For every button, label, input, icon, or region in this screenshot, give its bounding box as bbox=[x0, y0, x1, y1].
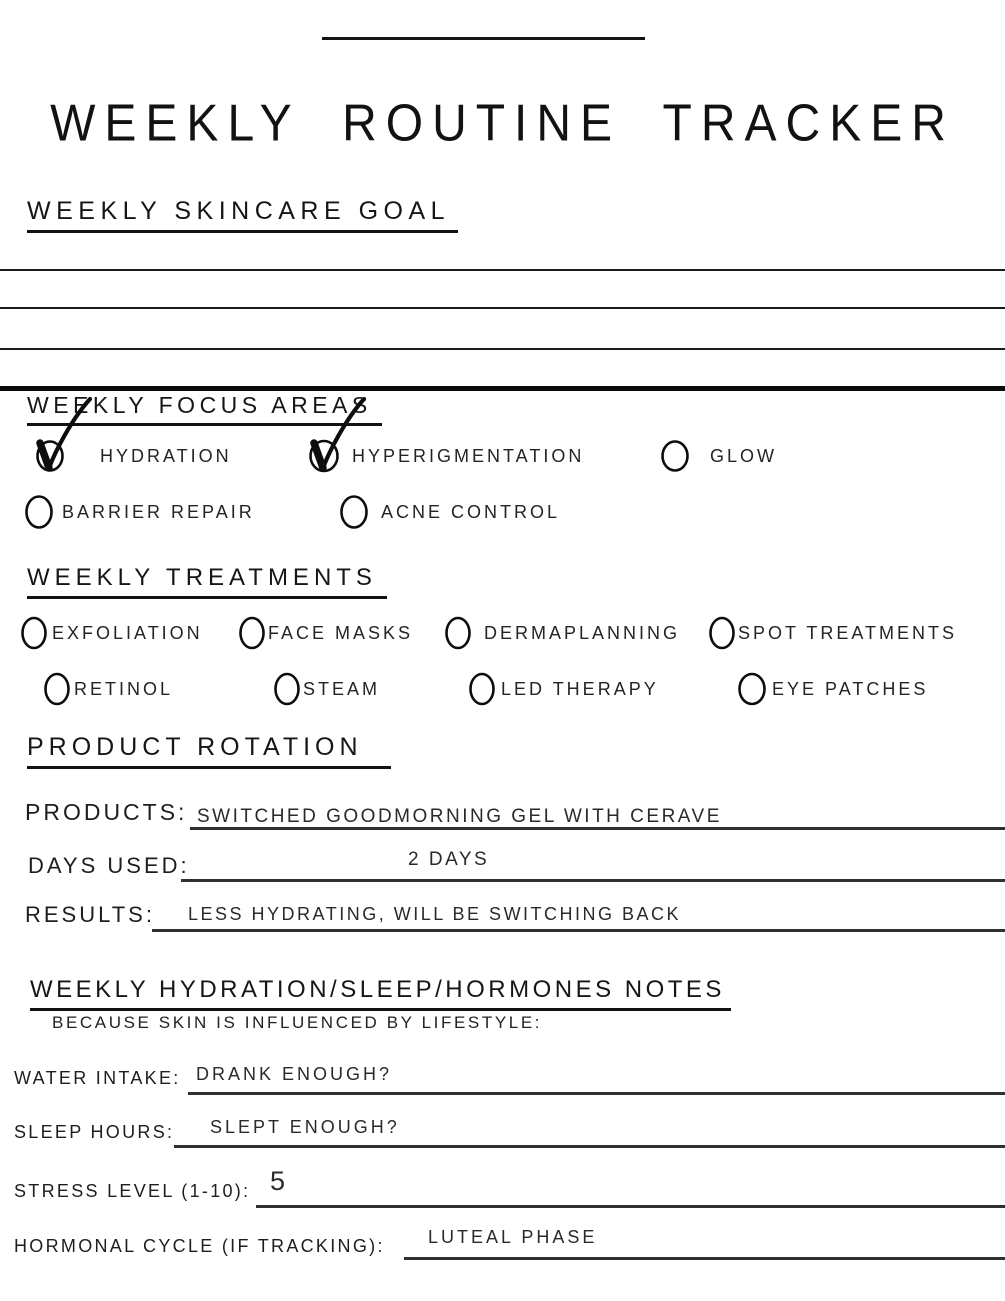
checkbox-circle-icon bbox=[23, 496, 53, 528]
checkbox-label: STEAM bbox=[303, 678, 381, 699]
section-heading-focus-areas: WEEKLY FOCUS AREAS bbox=[27, 392, 382, 426]
checkbox-label: DERMAPLANNING bbox=[484, 622, 681, 643]
title-top-rule bbox=[322, 37, 645, 40]
checkbox-circle-icon bbox=[236, 617, 266, 649]
sleep-hours-input-line[interactable] bbox=[174, 1145, 1005, 1148]
checkbox-label: HYDRATION bbox=[100, 445, 232, 466]
checkbox-circle-icon bbox=[41, 673, 71, 705]
checkbox-circle-icon bbox=[442, 617, 472, 649]
checkbox-dermaplanning[interactable] bbox=[442, 617, 680, 649]
days-used-value[interactable]: 2 DAYS bbox=[408, 849, 490, 870]
checkbox-label: SPOT TREATMENTS bbox=[738, 622, 958, 643]
checkbox-circle-icon bbox=[271, 673, 301, 705]
hormonal-cycle-value[interactable]: LUTEAL PHASE bbox=[428, 1227, 598, 1247]
stress-level-label: STRESS LEVEL (1-10): bbox=[14, 1181, 251, 1201]
checkbox-acne-control[interactable] bbox=[338, 496, 560, 528]
checkbox-face-masks[interactable] bbox=[236, 617, 413, 649]
products-input-line[interactable] bbox=[190, 827, 1005, 830]
goal-writing-line[interactable] bbox=[0, 307, 1005, 309]
checkbox-label: GLOW bbox=[710, 445, 778, 466]
checkbox-barrier-repair[interactable] bbox=[23, 496, 255, 528]
days-used-label: DAYS USED: bbox=[28, 853, 190, 878]
checkbox-circle-icon bbox=[659, 440, 689, 472]
water-intake-label: WATER INTAKE: bbox=[14, 1068, 181, 1088]
products-value[interactable]: SWITCHED GOODMORNING GEL WITH CERAVE bbox=[197, 806, 722, 827]
checkbox-eye-patches[interactable] bbox=[736, 673, 928, 705]
page-title: WEEKLY ROUTINE TRACKER bbox=[50, 95, 955, 153]
checkbox-label: LED THERAPY bbox=[501, 678, 659, 699]
checkbox-retinol[interactable] bbox=[41, 673, 173, 705]
checkbox-label: EXFOLIATION bbox=[52, 622, 203, 643]
hormonal-cycle-input-line[interactable] bbox=[404, 1257, 1005, 1260]
days-used-input-line[interactable] bbox=[181, 879, 1005, 882]
notes-subtitle: BECAUSE SKIN IS INFLUENCED BY LIFESTYLE: bbox=[52, 1013, 543, 1032]
checkbox-steam[interactable] bbox=[271, 673, 380, 705]
checkbox-label: RETINOL bbox=[74, 678, 174, 699]
section-heading-product-rotation: PRODUCT ROTATION bbox=[27, 733, 391, 769]
goal-writing-line[interactable] bbox=[0, 269, 1005, 271]
checkbox-hydration[interactable] bbox=[34, 440, 232, 472]
goal-writing-line[interactable] bbox=[0, 348, 1005, 350]
checkbox-circle-icon bbox=[18, 617, 48, 649]
hormonal-cycle-label: HORMONAL CYCLE (IF TRACKING): bbox=[14, 1236, 385, 1256]
water-intake-value[interactable]: DRANK ENOUGH? bbox=[196, 1064, 393, 1084]
checkbox-label: BARRIER REPAIR bbox=[62, 501, 255, 522]
checkbox-circle-icon bbox=[466, 673, 496, 705]
checkbox-spot-treatments[interactable] bbox=[706, 617, 957, 649]
section-heading-treatments: WEEKLY TREATMENTS bbox=[27, 564, 387, 599]
results-label: RESULTS: bbox=[25, 902, 155, 927]
water-intake-input-line[interactable] bbox=[188, 1092, 1005, 1095]
checkbox-led-therapy[interactable] bbox=[466, 673, 659, 705]
section-divider bbox=[0, 386, 1005, 391]
section-heading-goal: WEEKLY SKINCARE GOAL bbox=[27, 197, 458, 233]
checkbox-circle-icon bbox=[308, 440, 338, 472]
checkbox-circle-icon bbox=[706, 617, 736, 649]
stress-level-input-line[interactable] bbox=[256, 1205, 1005, 1208]
checkbox-label: HYPERIGMENTATION bbox=[352, 445, 585, 466]
checkbox-label: ACNE CONTROL bbox=[381, 501, 561, 522]
checkbox-glow[interactable] bbox=[659, 440, 777, 472]
checkbox-label: EYE PATCHES bbox=[772, 678, 929, 699]
stress-level-value[interactable]: 5 bbox=[270, 1166, 287, 1196]
checkbox-exfoliation[interactable] bbox=[18, 617, 203, 649]
checkbox-circle-icon bbox=[34, 440, 64, 472]
section-heading-notes: WEEKLY HYDRATION/SLEEP/HORMONES NOTES bbox=[30, 976, 731, 1011]
results-input-line[interactable] bbox=[152, 929, 1005, 932]
sleep-hours-label: SLEEP HOURS: bbox=[14, 1122, 175, 1142]
checkbox-circle-icon bbox=[338, 496, 368, 528]
products-label: PRODUCTS: bbox=[25, 799, 188, 825]
results-value[interactable]: LESS HYDRATING, WILL BE SWITCHING BACK bbox=[188, 904, 682, 924]
checkbox-label: FACE MASKS bbox=[268, 622, 414, 643]
checkbox-hyperigmentation[interactable] bbox=[308, 440, 584, 472]
checkbox-circle-icon bbox=[736, 673, 766, 705]
sleep-hours-value[interactable]: SLEPT ENOUGH? bbox=[210, 1117, 400, 1137]
